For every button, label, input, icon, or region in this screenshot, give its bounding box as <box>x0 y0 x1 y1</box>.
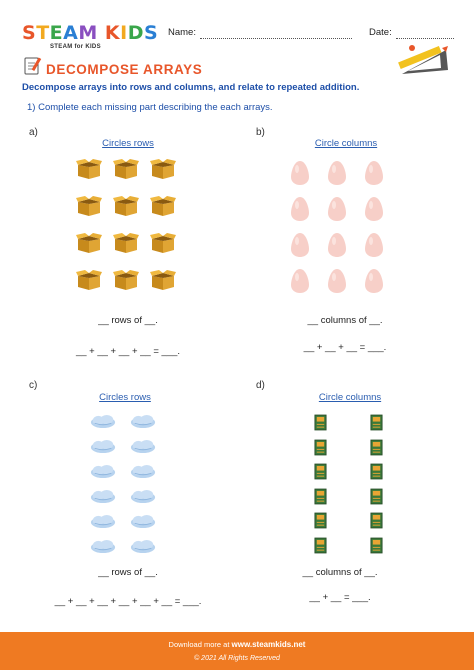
part-c-title: Circles rows <box>99 392 151 403</box>
footer-download <box>0 640 474 649</box>
part-a-equation: __ + __ + __ + __ = ___. <box>75 346 181 357</box>
box-icon <box>150 232 176 259</box>
part-d-array <box>314 414 386 554</box>
question: 1) Complete each missing part describing the each arrays. <box>27 102 273 113</box>
part-d-title: Circle columns <box>318 392 382 403</box>
cloud-icon <box>90 539 116 559</box>
part-b-statement: __ columns of __. <box>307 315 383 326</box>
box-icon <box>76 195 102 222</box>
logo-letter: A <box>63 22 79 44</box>
logo-letter: D <box>127 22 144 44</box>
egg-icon <box>364 160 384 191</box>
box-icon <box>150 158 176 185</box>
egg-icon <box>290 268 310 299</box>
footer-site-link[interactable]: www.steamkids.net <box>231 640 306 649</box>
book-icon <box>314 439 327 461</box>
logo-tagline: STEAM for KIDS <box>50 44 101 50</box>
cloud-icon <box>130 514 156 534</box>
box-icon <box>113 195 139 222</box>
date-label: Date: <box>369 27 392 38</box>
part-b-array <box>290 160 402 294</box>
cloud-icon <box>130 439 156 459</box>
book-icon <box>370 488 383 510</box>
footer-download-prefix: Download more at <box>168 640 232 649</box>
page-title: DECOMPOSE ARRAYS <box>46 62 203 77</box>
worksheet-icon <box>24 56 42 76</box>
box-icon <box>113 158 139 185</box>
book-icon <box>370 512 383 534</box>
logo-letter: T <box>36 22 50 44</box>
cloud-icon <box>90 439 116 459</box>
egg-icon <box>327 232 347 263</box>
box-icon <box>113 232 139 259</box>
part-a-statement: __ rows of __. <box>98 315 158 326</box>
egg-icon <box>290 232 310 263</box>
footer-copyright: © 2021 All Rights Reserved <box>194 655 280 662</box>
name-label: Name: <box>168 27 196 38</box>
part-b-label: b) <box>256 127 265 138</box>
box-icon <box>76 269 102 296</box>
part-a-array <box>76 158 186 300</box>
part-c-label: c) <box>29 380 38 391</box>
cloud-icon <box>130 414 156 434</box>
egg-icon <box>364 268 384 299</box>
cloud-icon <box>90 464 116 484</box>
box-icon <box>76 232 102 259</box>
logo-letter: K <box>104 22 121 44</box>
box-icon <box>76 158 102 185</box>
part-d-equation: __ + __ = ___. <box>309 592 371 603</box>
footer-wave <box>0 626 474 636</box>
box-icon <box>150 269 176 296</box>
egg-icon <box>364 196 384 227</box>
part-b-title: Circle columns <box>314 138 378 149</box>
box-icon <box>113 269 139 296</box>
part-c-equation: __ + __ + __ + __ + __ + __ = ___. <box>54 596 202 607</box>
name-field[interactable] <box>200 37 352 39</box>
egg-icon <box>290 196 310 227</box>
logo-letter: I <box>120 22 128 44</box>
ruler-pencil-icon <box>396 44 452 78</box>
logo-letter: M <box>78 22 98 44</box>
cloud-icon <box>90 514 116 534</box>
part-a-label: a) <box>29 127 38 138</box>
part-b-equation: __ + __ + __ = ___. <box>303 342 387 353</box>
part-a-title: Circles rows <box>102 138 154 149</box>
egg-icon <box>290 160 310 191</box>
book-icon <box>370 414 383 436</box>
book-icon <box>370 439 383 461</box>
logo-letter: S <box>22 22 37 44</box>
instruction: Decompose arrays into rows and columns, and relate to repeated addition. <box>22 82 360 93</box>
egg-icon <box>327 196 347 227</box>
part-c-statement: __ rows of __. <box>98 567 158 578</box>
book-icon <box>370 537 383 559</box>
footer-bar <box>0 632 474 670</box>
part-d-label: d) <box>256 380 265 391</box>
logo <box>22 22 158 44</box>
cloud-icon <box>90 489 116 509</box>
logo-letter <box>98 22 105 44</box>
date-field[interactable] <box>396 37 454 39</box>
book-icon <box>314 512 327 534</box>
box-icon <box>150 195 176 222</box>
egg-icon <box>327 268 347 299</box>
book-icon <box>370 463 383 485</box>
logo-letter: E <box>49 22 64 44</box>
cloud-icon <box>130 489 156 509</box>
egg-icon <box>327 160 347 191</box>
egg-icon <box>364 232 384 263</box>
cloud-icon <box>90 414 116 434</box>
book-icon <box>314 463 327 485</box>
logo-letter: S <box>144 22 159 44</box>
part-d-statement: __ columns of __. <box>302 567 378 578</box>
part-c-array <box>90 414 160 560</box>
book-icon <box>314 414 327 436</box>
book-icon <box>314 488 327 510</box>
cloud-icon <box>130 539 156 559</box>
cloud-icon <box>130 464 156 484</box>
book-icon <box>314 537 327 559</box>
